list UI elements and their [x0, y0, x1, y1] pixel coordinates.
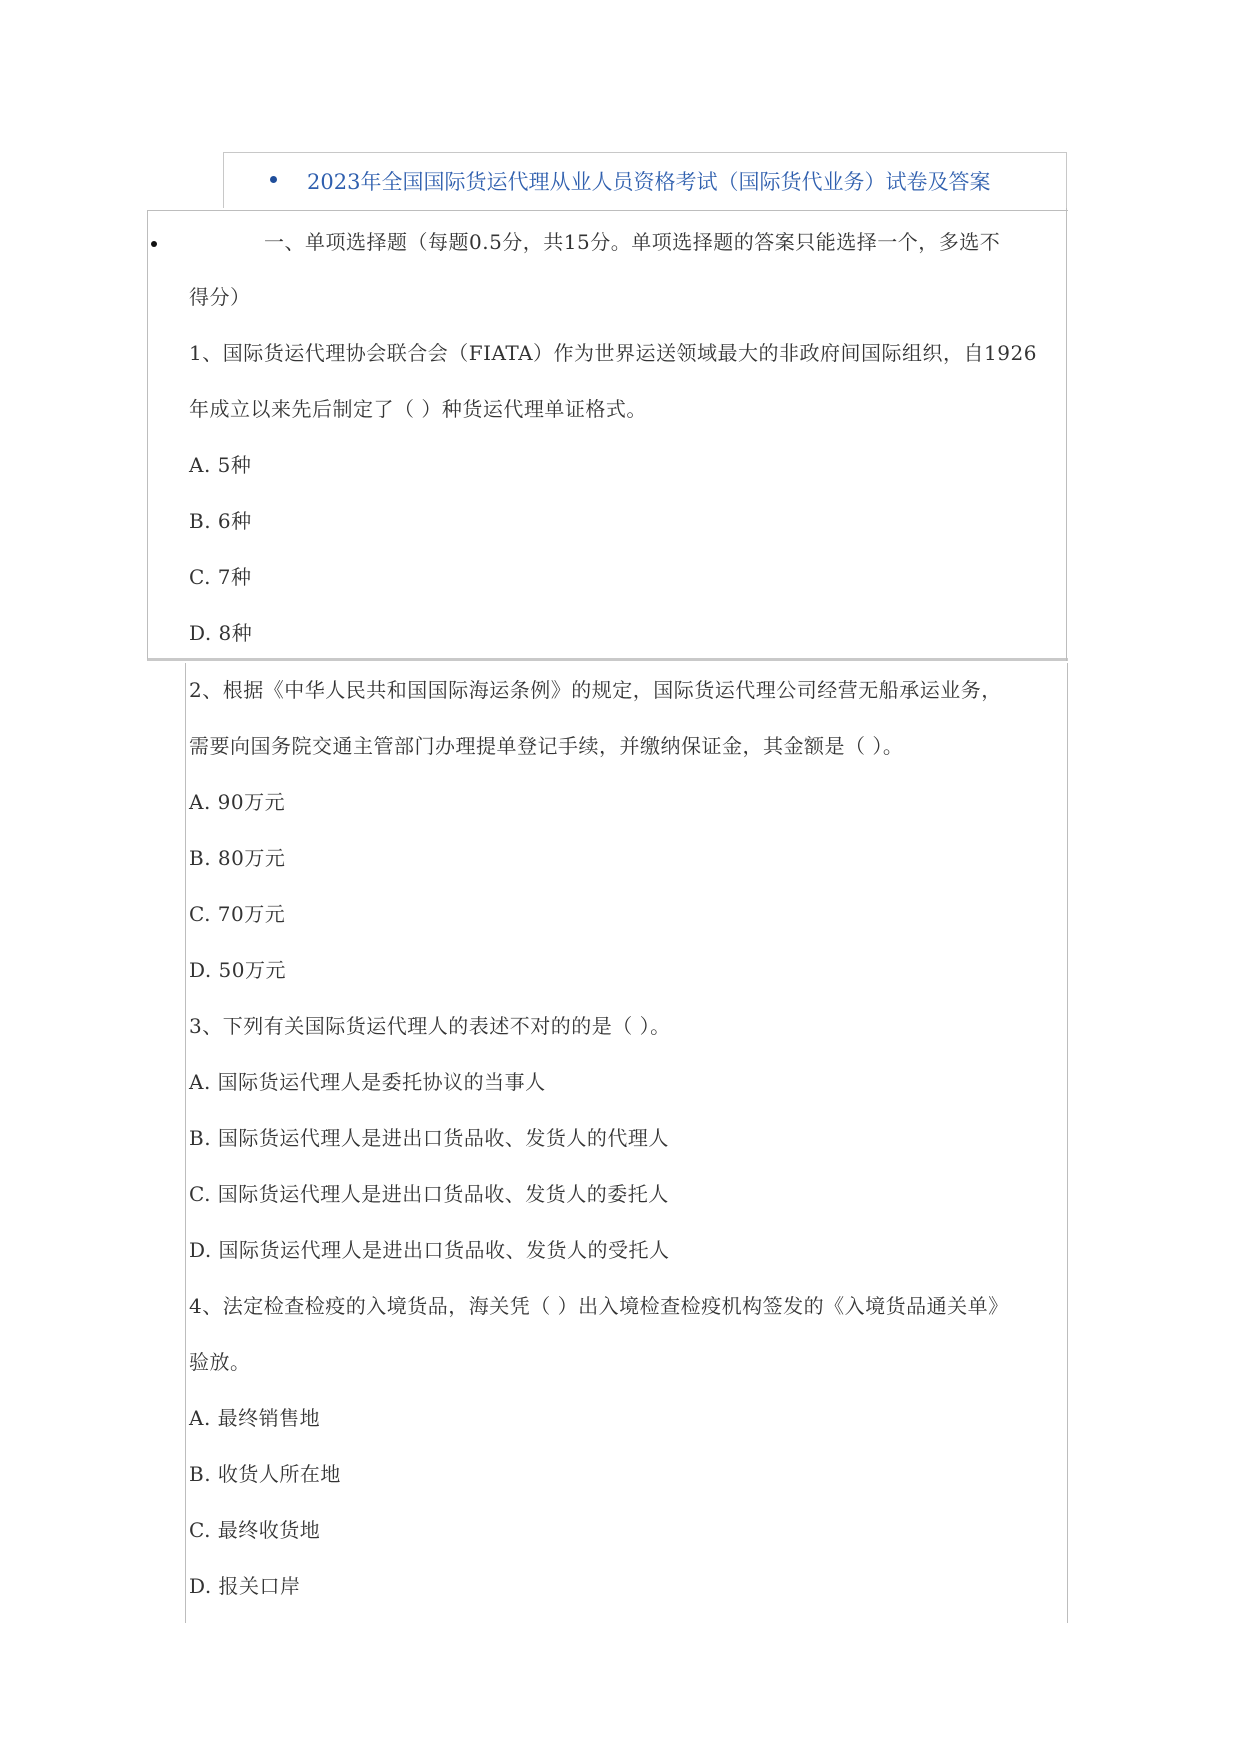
- question-4-option-d: D. 报关口岸: [189, 1574, 301, 1598]
- question-3-option-a: A. 国际货运代理人是委托协议的当事人: [189, 1070, 546, 1094]
- question-1-option-d: D. 8种: [189, 621, 253, 645]
- question-4-stem: 4、法定检查检疫的入境货品，海关凭（ ）出入境检查检疫机构签发的《入境货品通关单》: [189, 1294, 1009, 1318]
- bullet-icon: [151, 241, 157, 247]
- question-2-option-b: B. 80万元: [189, 846, 286, 870]
- question-2-option-a: A. 90万元: [189, 790, 286, 814]
- question-4-stem-cont: 验放。: [189, 1350, 251, 1374]
- question-1-option-b: B. 6种: [189, 509, 252, 533]
- question-2-stem: 2、根据《中华人民共和国国际海运条例》的规定，国际货运代理公司经营无船承运业务，: [189, 678, 1002, 702]
- question-3-option-d: D. 国际货运代理人是进出口货品收、发货人的受托人: [189, 1238, 670, 1262]
- bullet-icon: [270, 176, 277, 183]
- question-4-option-b: B. 收货人所在地: [189, 1462, 341, 1486]
- section-heading-cont: 得分）: [189, 285, 251, 309]
- question-1-stem-cont: 年成立以来先后制定了（ ）种货运代理单证格式。: [189, 397, 647, 421]
- question-4-option-c: C. 最终收货地: [189, 1518, 321, 1542]
- question-2-stem-cont: 需要向国务院交通主管部门办理提单登记手续，并缴纳保证金，其金额是（ ）。: [189, 734, 904, 758]
- question-1-option-a: A. 5种: [189, 453, 252, 477]
- section-box-1: [147, 210, 1068, 661]
- question-3-option-c: C. 国际货运代理人是进出口货品收、发货人的委托人: [189, 1182, 669, 1206]
- question-3-option-b: B. 国际货运代理人是进出口货品收、发货人的代理人: [189, 1126, 669, 1150]
- question-1-stem: 1、国际货运代理协会联合会（FIATA）作为世界运送领域最大的非政府间国际组织，自1926: [189, 341, 1037, 365]
- question-4-option-a: A. 最终销售地: [189, 1406, 321, 1430]
- document-title-link[interactable]: 2023年全国国际货运代理从业人员资格考试（国际货代业务）试卷及答案: [307, 170, 991, 194]
- question-3-stem: 3、下列有关国际货运代理人的表述不对的的是（ ）。: [189, 1014, 671, 1038]
- section-heading: 一、单项选择题（每题0.5分，共15分。单项选择题的答案只能选择一个，多选不: [264, 230, 1001, 254]
- section-box-1-right-edge: [1066, 208, 1067, 661]
- question-1-option-c: C. 7种: [189, 565, 252, 589]
- question-2-option-d: D. 50万元: [189, 958, 286, 982]
- question-2-option-c: C. 70万元: [189, 902, 286, 926]
